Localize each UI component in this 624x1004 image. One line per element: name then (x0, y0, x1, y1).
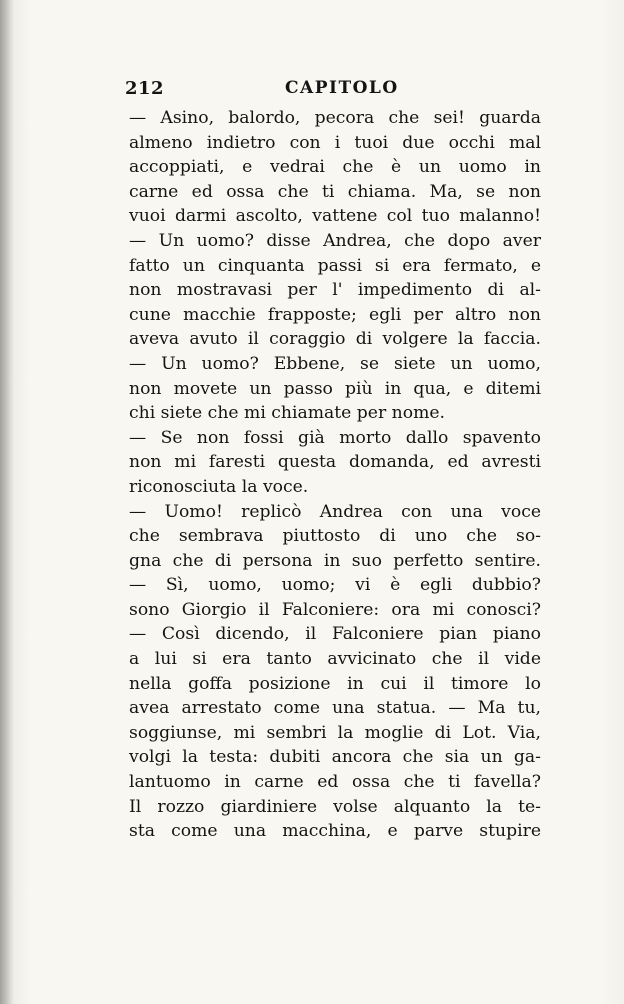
page-number: 212 (125, 78, 165, 99)
text-line: aveva avuto il coraggio di volgere la faccia. (129, 329, 541, 350)
chapter-title: CAPITOLO (285, 78, 399, 98)
page-header (125, 78, 545, 104)
text-line: sono Giorgio il Falconiere: ora mi conosci? (129, 599, 541, 620)
text-line: — Se non fossi già morto dallo spavento (129, 427, 541, 448)
text-line: gna che di persona in suo perfetto sentire. (129, 550, 541, 571)
text-line: — Asino, balordo, pecora che sei! guarda (129, 108, 541, 128)
text-line: accoppiati, e vedrai che è un uomo in (129, 157, 541, 178)
text-line: — Così dicendo, il Falconiere pian piano (129, 624, 541, 645)
text-line: — Un uomo? disse Andrea, che dopo aver (129, 230, 541, 251)
text-line: cune macchie frapposte; egli per altro non (129, 304, 541, 325)
text-line: almeno indietro con i tuoi due occhi mal (129, 132, 541, 153)
text-line: che sembrava piuttosto di uno che so- (129, 526, 541, 547)
text-line: fatto un cinquanta passi si era fermato, e (129, 255, 541, 276)
text-line: chi siete che mi chiamate per nome. (129, 403, 446, 424)
text-line: a lui si era tanto avvicinato che il vide (129, 649, 541, 670)
text-line: avea arrestato come una statua. — Ma tu, (129, 698, 541, 719)
text-line: non movete un passo più in qua, e ditemi (129, 378, 541, 399)
text-line: sta come una macchina, e parve stupire (129, 821, 541, 842)
text-line: — Sì, uomo, uomo; vi è egli dubbio? (129, 575, 541, 596)
body-text (129, 106, 541, 844)
text-line: — Un uomo? Ebbene, se siete un uomo, (129, 353, 541, 374)
text-line: soggiunse, mi sembri la moglie di Lot. Via, (129, 722, 541, 743)
text-line: non mostravasi per l' impedimento di al- (129, 280, 541, 301)
text-line: volgi la testa: dubiti ancora che sia un ga- (129, 747, 541, 768)
text-line: lantuomo in carne ed ossa che ti favella? (129, 772, 541, 793)
text-line: vuoi darmi ascolto, vattene col tuo malanno! (129, 206, 541, 227)
text-line: non mi faresti questa domanda, ed avresti (129, 452, 541, 473)
text-line: — Uomo! replicò Andrea con una voce (129, 501, 541, 522)
text-line: nella goffa posizione in cui il timore lo (129, 673, 541, 694)
text-line: carne ed ossa che ti chiama. Ma, se non (129, 181, 541, 202)
text-line: riconosciuta la voce. (129, 476, 309, 497)
text-line: Il rozzo giardiniere volse alquanto la te- (129, 796, 541, 817)
binding-shadow (0, 0, 14, 1004)
